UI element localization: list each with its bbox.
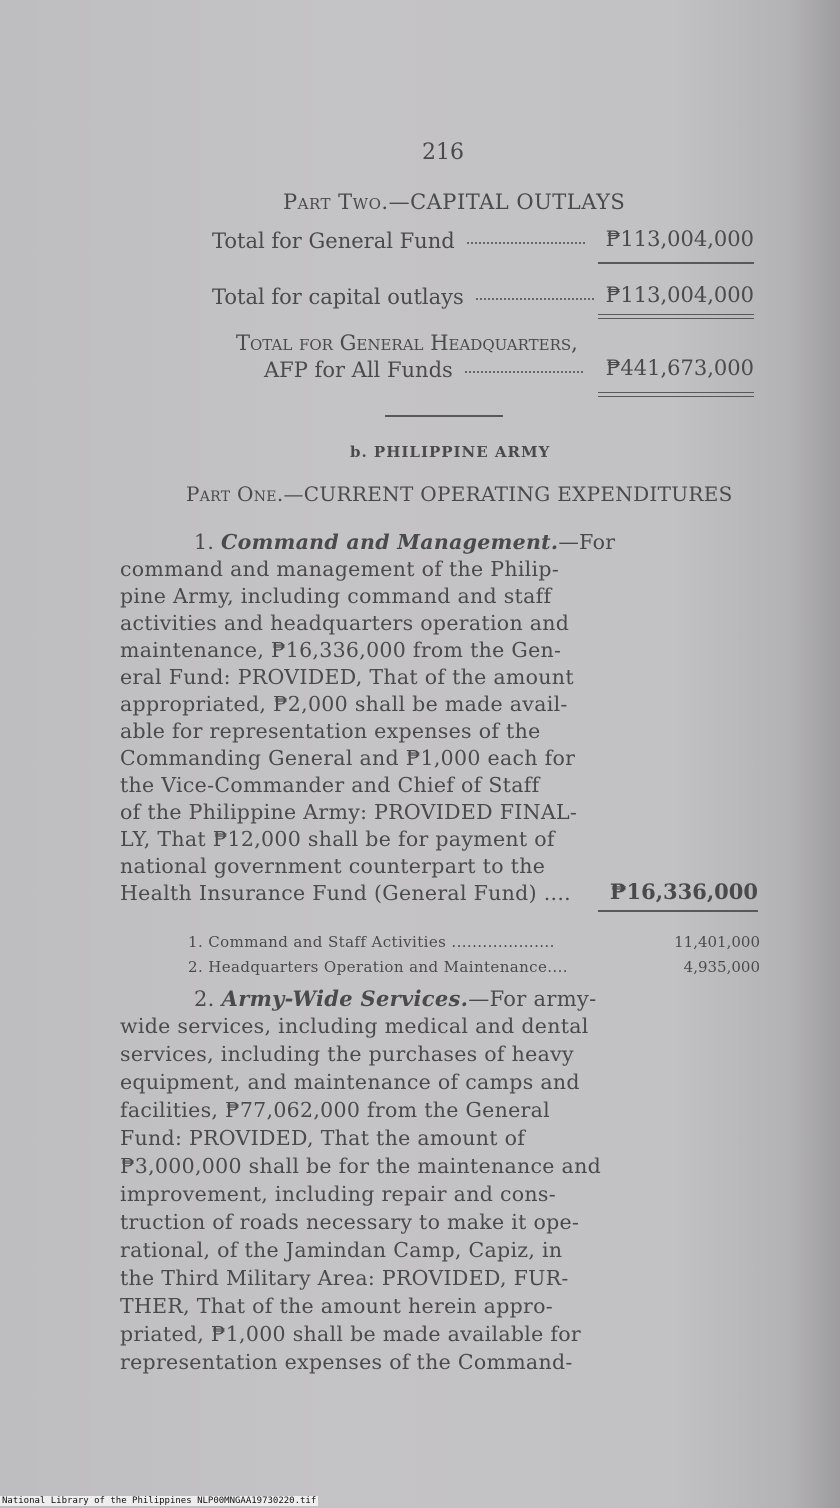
item2-line: facilities, ₱77,062,000 from the General [120, 1098, 550, 1122]
section-heading: b. PHILIPPINE ARMY [350, 443, 551, 461]
item2-line: the Third Military Area: PROVIDED, FUR- [120, 1266, 569, 1290]
item1-line: appropriated, ₱2,000 shall be made avail- [120, 692, 568, 716]
item1-line: LY, That ₱12,000 shall be for payment of [120, 827, 555, 851]
item1-subitem-amount: 11,401,000 [674, 933, 760, 951]
underline-rule [598, 262, 754, 264]
double-rule [598, 314, 754, 315]
item1-line: Commanding General and ₱1,000 each for [120, 746, 576, 770]
total-capital-outlays-amount: ₱113,004,000 [605, 283, 754, 307]
part-two-heading [283, 190, 625, 214]
part-one-title: —CURRENT OPERATING EXPENDITURES [283, 482, 733, 506]
item1-line: maintenance, ₱16,336,000 from the Gen- [120, 638, 562, 662]
item1-title: Command and Management. [221, 530, 559, 554]
item1-line: able for representation expenses of the [120, 719, 541, 743]
item1-line: pine Army, including command and staff [120, 584, 552, 608]
item1-subitem: 1. Command and Staff Activities .................... [188, 933, 555, 951]
item2-line: representation expenses of the Command- [120, 1350, 573, 1374]
scan-footer: National Library of the Philippines NLP00MNGAA19730220.tif [2, 1496, 317, 1506]
dot-leader [467, 241, 585, 244]
item2-line: priated, ₱1,000 shall be made available for [120, 1322, 581, 1346]
item1-line: —For [558, 530, 616, 554]
item1-line: eral Fund: PROVIDED, That of the amount [120, 665, 574, 689]
total-general-fund-amount: ₱113,004,000 [605, 227, 754, 251]
item2-line: services, including the purchases of heavy [120, 1042, 574, 1066]
total-ghq-label-line1 [236, 331, 578, 355]
total-ghq-amount: ₱441,673,000 [605, 356, 754, 380]
total-general-fund-label [212, 229, 585, 253]
item1-subitem: 2. Headquarters Operation and Maintenance.... [188, 958, 568, 976]
part-two-title: —CAPITAL OUTLAYS [388, 190, 626, 214]
item1-amount: ₱16,336,000 [609, 879, 758, 904]
double-rule [598, 392, 754, 393]
item2-line: ₱3,000,000 shall be for the maintenance and [120, 1154, 601, 1178]
item2-line: rational, of the Jamindan Camp, Capiz, in [120, 1238, 563, 1262]
item1-subitem-amount: 4,935,000 [683, 958, 760, 976]
double-rule [598, 318, 754, 319]
dot-leader [476, 297, 594, 300]
double-rule [598, 396, 754, 397]
part-two-prefix: Part Two. [283, 190, 389, 214]
section-divider [385, 415, 503, 417]
item2-line: THER, That of the amount herein appro- [120, 1294, 554, 1318]
part-one-prefix: Part One. [186, 482, 284, 506]
underline-rule [598, 910, 758, 912]
item2-title: Army-Wide Services. [221, 986, 469, 1011]
item1-line: Health Insurance Fund (General Fund) .... [120, 881, 571, 905]
item2-number: 2. [194, 987, 215, 1011]
item2-first-line [194, 986, 597, 1011]
total-label: Total for capital outlays [212, 285, 464, 309]
total-label: Total for General Headquarters, [236, 331, 578, 355]
item1-line: the Vice-Commander and Chief of Staff [120, 773, 540, 797]
item1-line: national government counterpart to the [120, 854, 546, 878]
total-capital-outlays-label [212, 285, 594, 309]
page-number: 216 [422, 140, 464, 165]
item1-line: activities and headquarters operation and [120, 611, 570, 635]
item2-line: equipment, and maintenance of camps and [120, 1070, 580, 1094]
dot-leader [465, 370, 583, 373]
item2-line: wide services, including medical and dental [120, 1014, 589, 1038]
item1-first-line [194, 530, 615, 554]
item2-line: Fund: PROVIDED, That the amount of [120, 1126, 526, 1150]
item1-line: of the Philippine Army: PROVIDED FINAL- [120, 800, 578, 824]
item1-number: 1. [194, 530, 215, 554]
total-ghq-label-line2 [264, 358, 583, 382]
item2-line: —For army- [468, 987, 597, 1011]
total-label: AFP for All Funds [264, 358, 453, 382]
item2-line: truction of roads necessary to make it ope- [120, 1210, 580, 1234]
total-label: Total for General Fund [212, 229, 455, 253]
item2-line: improvement, including repair and cons- [120, 1182, 556, 1206]
item1-line: command and management of the Philip- [120, 557, 560, 581]
part-one-heading [186, 482, 733, 506]
